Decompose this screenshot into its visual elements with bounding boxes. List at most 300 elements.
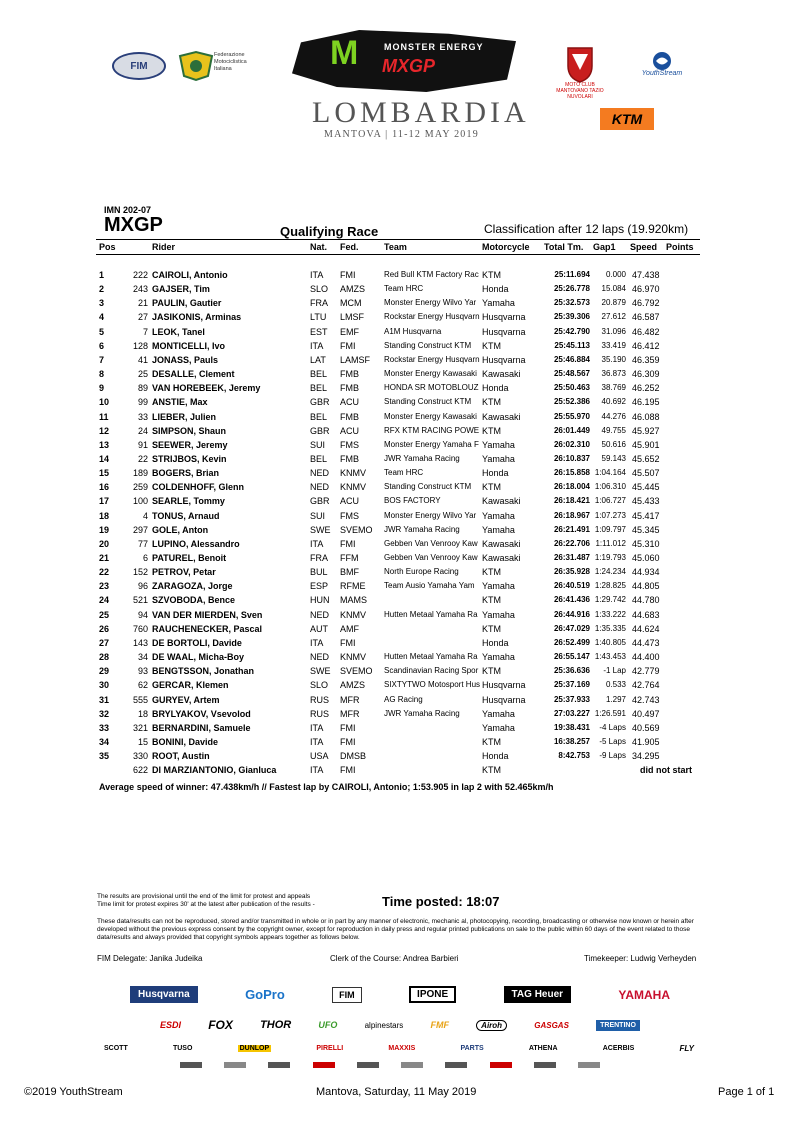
nat-cell: ITA [310, 637, 324, 648]
speed-cell: 45.652 [632, 453, 660, 464]
motorcycle-cell: KTM [482, 623, 501, 634]
time-posted: Time posted: 18:07 [382, 894, 500, 909]
pos-cell: 28 [99, 652, 110, 663]
total-time-cell: 26:18.967 [553, 510, 590, 520]
motorcycle-cell: Kawasaki [482, 496, 521, 507]
motorcycle-cell: KTM [482, 270, 501, 280]
nat-cell: SWE [310, 524, 331, 535]
gap-cell: 1:28.825 [594, 581, 626, 591]
number-cell: 622 [132, 765, 148, 776]
gap-cell: 1:35.335 [594, 623, 626, 633]
nat-cell: GBR [310, 425, 330, 436]
fed-cell: FMB [340, 453, 359, 464]
pos-cell: 11 [99, 411, 109, 422]
fim-logo: FIM [112, 52, 166, 80]
motorcycle-cell: Husqvarna [482, 680, 526, 691]
gap-cell: 36.873 [601, 369, 626, 379]
rider-cell: LIEBER, Julien [152, 411, 217, 422]
class-title: MXGP [104, 214, 163, 236]
nat-cell: LAT [310, 354, 326, 365]
rider-cell: BERNARDINI, Samuele [152, 722, 251, 733]
speed-cell: 45.345 [632, 524, 660, 535]
number-cell: 89 [137, 383, 148, 394]
fed-cell: AMF [340, 623, 359, 634]
motorcycle-cell: Husqvarna [482, 326, 526, 337]
nat-cell: FRA [310, 298, 328, 309]
fim-delegate: FIM Delegate: Janika Judeika [97, 954, 203, 963]
fed-cell: LMSF [340, 312, 365, 323]
rider-cell: VAN DER MIERDEN, Sven [152, 609, 263, 620]
sponsor-airoh: Airoh [476, 1020, 507, 1031]
table-row [0, 624, 800, 638]
speed-cell: 42.779 [632, 666, 660, 677]
fed-cell: SVEMO [340, 666, 373, 677]
motorcycle-cell: KTM [482, 595, 501, 606]
number-cell: 189 [132, 468, 148, 479]
fed-cell: BMF [340, 567, 359, 578]
moto-club-shield-icon [560, 44, 600, 84]
col-motorcycle-header: Motorcycle [482, 242, 530, 252]
sponsor-row-3 [104, 1044, 694, 1053]
gap-cell: 20.879 [601, 298, 626, 308]
nat-cell: FRA [310, 553, 328, 563]
pos-cell: 4 [99, 312, 105, 323]
speed-cell: 46.792 [632, 298, 660, 309]
rider-cell: VAN HOREBEEK, Jeremy [152, 383, 261, 394]
speed-cell: 44.683 [632, 609, 660, 620]
speed-cell: 45.433 [632, 496, 660, 507]
fed-cell: SVEMO [340, 524, 373, 535]
number-cell: 297 [132, 524, 148, 535]
gap-cell: 49.755 [601, 425, 626, 435]
number-cell: 24 [137, 425, 148, 436]
speed-cell: 46.482 [632, 326, 660, 337]
speed-cell: 46.359 [632, 354, 660, 365]
rider-cell: GURYEV, Artem [152, 694, 220, 705]
table-row [0, 652, 800, 666]
rider-cell: TONUS, Arnaud [152, 510, 220, 521]
gap-cell: 1:07.273 [594, 510, 626, 520]
table-row [0, 511, 800, 525]
table-row [0, 355, 800, 369]
nat-cell: BEL [310, 369, 328, 380]
fed-cell: FMS [340, 439, 359, 450]
motorcycle-cell: Kawasaki [482, 411, 521, 422]
rider-cell: DI MARZIANTONIO, Gianluca [152, 765, 277, 776]
sponsor-acerbis: ACERBIS [602, 1045, 635, 1052]
motorcycle-cell: KTM [482, 482, 501, 493]
motorcycle-cell: KTM [482, 567, 501, 578]
header-rule-top [96, 239, 700, 240]
sponsor-fox: FOX [208, 1018, 233, 1032]
table-row [0, 454, 800, 468]
sponsor-row-2 [160, 1018, 640, 1032]
rider-cell: SIMPSON, Shaun [152, 425, 227, 436]
ktm-logo: KTM [600, 108, 654, 130]
speed-cell: 44.400 [632, 652, 660, 663]
total-time-cell: 25:37.933 [553, 694, 590, 704]
team-cell: Hutten Metaal Yamaha Ra [384, 652, 478, 662]
team-cell: Gebben Van Venrooy Kaw [384, 538, 478, 548]
fed-cell: FMI [340, 637, 356, 648]
rider-cell: BENGTSSON, Jonathan [152, 666, 255, 677]
rider-cell: GOLE, Anton [152, 524, 209, 535]
motorcycle-cell: Yamaha [482, 722, 515, 733]
speed-cell: 45.507 [632, 468, 660, 479]
clerk-of-course: Clerk of the Course: Andrea Barbieri [330, 954, 459, 963]
pos-cell: 23 [99, 581, 110, 592]
pos-cell: 7 [99, 354, 105, 365]
team-cell: SIXTYTWO Motosport Hus [384, 680, 480, 690]
moto-club-text: MOTO CLUB MANTOVANO TAZIO NUVOLARI [556, 82, 604, 100]
fmi-text: Federazione Motociclistica Italiana [214, 52, 247, 72]
gap-cell: 27.612 [601, 312, 626, 322]
team-cell: Gebben Van Venrooy Kaw [384, 553, 478, 562]
number-cell: 34 [137, 652, 148, 663]
speed-cell: 47.438 [632, 270, 660, 280]
total-time-cell: 26:18.004 [553, 482, 590, 492]
team-cell: Hutten Metaal Yamaha Ra [384, 609, 478, 619]
number-cell: 100 [132, 496, 148, 507]
pos-cell: 2 [99, 284, 105, 295]
speed-cell: 45.417 [632, 510, 660, 521]
nat-cell: SLO [310, 284, 329, 295]
nat-cell: AUT [310, 623, 328, 634]
total-time-cell: 26:47.029 [553, 623, 590, 633]
table-row [0, 595, 800, 609]
total-time-cell: 25:39.306 [553, 312, 590, 322]
event-name: LOMBARDIA [312, 96, 530, 129]
col-speed-header: Speed [630, 242, 658, 252]
motorcycle-cell: KTM [482, 425, 501, 436]
total-time-cell: 26:10.837 [553, 453, 590, 463]
gap-cell: 1:19.793 [594, 553, 626, 562]
table-row [0, 341, 800, 355]
gap-cell: 1:04.164 [594, 468, 626, 478]
gap-cell: 1:06.310 [594, 482, 626, 492]
speed-cell: 44.805 [632, 581, 660, 592]
table-row [0, 525, 800, 539]
motorcycle-cell: Honda [482, 284, 509, 295]
nat-cell: NED [310, 652, 330, 663]
fed-cell: KNMV [340, 609, 367, 620]
table-row [0, 426, 800, 440]
speed-cell: 41.905 [632, 736, 660, 747]
nat-cell: SUI [310, 510, 326, 521]
col-total-header: Total Tm. [544, 242, 584, 252]
team-cell: Red Bull KTM Factory Rac [384, 270, 479, 279]
total-time-cell: 26:55.147 [553, 652, 590, 662]
pos-cell: 20 [99, 538, 110, 549]
team-cell: Team HRC [384, 468, 424, 478]
total-time-cell: 26:41.436 [553, 595, 590, 605]
speed-cell: 44.780 [632, 595, 660, 606]
table-row [0, 723, 800, 737]
fed-cell: FMI [340, 736, 356, 747]
fed-cell: KNMV [340, 652, 367, 663]
team-cell: Standing Construct KTM [384, 397, 472, 407]
total-time-cell: 25:26.778 [553, 284, 590, 294]
gap-cell: 1:43.453 [594, 652, 626, 662]
motorcycle-cell: Yamaha [482, 298, 515, 309]
pos-cell: 32 [99, 708, 110, 719]
table-row [0, 751, 800, 765]
number-cell: 96 [137, 581, 148, 592]
team-cell: HONDA SR MOTOBLOUZ [384, 383, 479, 393]
motorcycle-cell: Yamaha [482, 652, 515, 663]
speed-cell: 46.309 [632, 369, 660, 380]
speed-cell: 34.295 [632, 751, 660, 762]
table-row [0, 581, 800, 595]
pos-cell: 35 [99, 751, 110, 762]
gap-cell: 50.616 [601, 439, 626, 449]
motorcycle-cell: Honda [482, 383, 509, 394]
motorcycle-cell: Yamaha [482, 581, 515, 592]
speed-cell: 45.060 [632, 553, 660, 563]
sponsor-ufo: UFO [318, 1020, 338, 1030]
speed-cell: 42.764 [632, 680, 660, 691]
pos-cell: 9 [99, 383, 105, 394]
speed-cell: 45.927 [632, 425, 660, 436]
sponsor-alpinestars: alpinestars [364, 1020, 404, 1030]
speed-cell: 42.743 [632, 694, 660, 705]
rider-cell: BRYLYAKOV, Vsevolod [152, 708, 251, 719]
fed-cell: AMZS [340, 680, 366, 691]
nat-cell: RUS [310, 708, 330, 719]
pos-cell: 34 [99, 736, 110, 747]
fed-cell: FMB [340, 369, 359, 380]
total-time-cell: 26:44.916 [553, 609, 590, 619]
pos-cell: 18 [99, 510, 110, 521]
motorcycle-cell: Husqvarna [482, 354, 526, 365]
col-points-header: Points [666, 242, 694, 252]
sponsor-dunlop: DUNLOP [239, 1045, 270, 1052]
gap-cell: 44.276 [601, 411, 626, 421]
speed-cell: 46.252 [632, 383, 660, 394]
table-row [0, 482, 800, 496]
rider-cell: DE BORTOLI, Davide [152, 637, 242, 648]
fed-cell: ACU [340, 496, 360, 507]
number-cell: 93 [137, 666, 148, 677]
number-cell: 321 [132, 722, 148, 733]
table-row [0, 369, 800, 383]
pos-cell: 27 [99, 637, 110, 648]
fed-cell: MCM [340, 298, 362, 309]
gap-cell: 40.692 [601, 397, 626, 407]
nat-cell: HUN [310, 595, 330, 606]
fed-cell: EMF [340, 326, 359, 337]
points-cell: did not start [640, 765, 692, 776]
sponsor-row-1 [130, 986, 670, 1003]
col-pos-header: Pos [99, 242, 116, 252]
motorcycle-cell: Honda [482, 751, 509, 762]
pos-cell: 16 [99, 482, 110, 493]
fed-cell: ACU [340, 425, 360, 436]
motorcycle-cell: Yamaha [482, 510, 515, 521]
number-cell: 94 [137, 609, 148, 620]
team-cell: Monster Energy Yamaha F [384, 439, 479, 449]
table-row [0, 496, 800, 510]
number-cell: 152 [132, 567, 148, 578]
speed-cell: 40.569 [632, 722, 660, 733]
gap-cell: 1:26.591 [594, 708, 626, 718]
speed-cell: 45.901 [632, 439, 660, 450]
copyright-notice: These data/results can not be reproduced, stored and/or transmitted in whole or in part by any manner of electronic, mechanic al, photocopying, recording, broadcasting or otherwise now known or herein after developed without the previous express consent by the copyright owner, except for reproduction in daily press and regular printed publications on sale to the public within 60 days of the event related to those data/results and always provided that copyright symbols appears together as follows below. [97, 918, 694, 941]
speed-cell: 44.473 [632, 637, 660, 648]
speed-cell: 44.934 [632, 567, 660, 578]
nat-cell: NED [310, 609, 330, 620]
motorcycle-cell: Kawasaki [482, 538, 521, 549]
total-time-cell: 8:42.753 [558, 751, 590, 761]
sponsor-gasgas: GASGAS [534, 1020, 569, 1030]
table-row [0, 638, 800, 652]
sponsor-fmf: FMF [430, 1020, 449, 1030]
total-time-cell: 26:02.310 [553, 439, 590, 449]
fed-cell: ACU [340, 397, 360, 408]
speed-cell: 46.412 [632, 340, 660, 351]
number-cell: 18 [137, 708, 148, 719]
motorcycle-cell: KTM [482, 340, 501, 351]
nat-cell: NED [310, 482, 330, 493]
pos-cell: 24 [99, 595, 110, 606]
total-time-cell: 25:50.463 [553, 383, 590, 393]
pos-cell: 26 [99, 623, 110, 634]
sponsor-trentino: TRENTINO [596, 1020, 640, 1031]
classification-info: Classification after 12 laps (19.920km) [484, 222, 689, 236]
pos-cell: 15 [99, 468, 110, 479]
nat-cell: BEL [310, 383, 328, 394]
sponsor-scott: SCOTT [104, 1045, 128, 1052]
mxgp-logo: MXGP [382, 56, 436, 76]
sponsor-thor: THOR [260, 1019, 292, 1031]
total-time-cell: 26:18.421 [553, 496, 590, 506]
table-row [0, 680, 800, 694]
nat-cell: GBR [310, 496, 330, 507]
total-time-cell: 25:55.970 [553, 411, 590, 421]
team-cell: Standing Construct KTM [384, 482, 472, 492]
table-row [0, 610, 800, 624]
team-cell: Team HRC [384, 284, 424, 294]
motorcycle-cell: Yamaha [482, 524, 515, 535]
total-time-cell: 26:40.519 [553, 581, 590, 591]
col-gap-header: Gap1 [593, 242, 616, 252]
nat-cell: NED [310, 468, 330, 479]
sponsor-athena: ATHENA [528, 1045, 558, 1052]
fed-cell: KNMV [340, 468, 367, 479]
number-cell: 760 [132, 623, 148, 634]
number-cell: 222 [132, 270, 148, 280]
pos-cell: 12 [99, 425, 110, 436]
total-time-cell: 25:48.567 [553, 369, 590, 379]
team-cell: JWR Yamaha Racing [384, 708, 460, 718]
gap-cell: -4 Laps [599, 722, 626, 732]
sponsor-parts: PARTS [460, 1045, 484, 1052]
table-row [0, 666, 800, 680]
fed-cell: DMSB [340, 751, 367, 762]
gap-cell: 1:29.742 [594, 595, 626, 605]
number-cell: 33 [137, 411, 148, 422]
fed-cell: FMI [340, 538, 356, 549]
total-time-cell: 25:32.573 [553, 298, 590, 308]
fed-cell: RFME [340, 581, 366, 592]
team-cell: AG Racing [384, 694, 423, 704]
rider-cell: PAULIN, Gautier [152, 298, 222, 309]
fed-cell: FMI [340, 765, 356, 776]
table-row [0, 709, 800, 723]
col-fed-header: Fed. [340, 242, 359, 252]
total-time-cell: 26:21.491 [553, 524, 590, 534]
number-cell: 21 [137, 298, 148, 309]
pos-cell: 6 [99, 340, 105, 351]
fed-cell: MFR [340, 694, 360, 705]
table-row [0, 412, 800, 426]
motorcycle-cell: KTM [482, 736, 501, 747]
nat-cell: SWE [310, 666, 331, 677]
total-time-cell: 26:31.487 [553, 553, 590, 562]
team-cell: Monster Energy Wilvo Yar [384, 298, 477, 308]
fed-cell: FMS [340, 510, 359, 521]
sponsor-tagheuer: TAG Heuer [504, 986, 572, 1003]
team-cell: JWR Yamaha Racing [384, 524, 460, 534]
fed-cell: FMB [340, 383, 359, 394]
team-cell: Monster Energy Kawasaki [384, 369, 477, 379]
number-cell: 77 [137, 538, 148, 549]
team-cell: A1M Husqvarna [384, 326, 442, 336]
rider-cell: DE WAAL, Micha-Boy [152, 652, 245, 663]
number-cell: 22 [137, 453, 148, 464]
footer-page-number: Page 1 of 1 [718, 1086, 775, 1098]
total-time-cell: 16:38.257 [553, 736, 590, 746]
gap-cell: 35.190 [601, 354, 626, 364]
rider-cell: STRIJBOS, Kevin [152, 453, 227, 464]
speed-cell: 45.310 [632, 538, 660, 549]
speed-cell: 46.088 [632, 411, 660, 422]
gap-cell: 1:24.234 [594, 567, 626, 577]
team-cell: Rockstar Energy Husqvarn [384, 354, 480, 364]
pos-cell: 14 [99, 453, 110, 464]
total-time-cell: 26:15.858 [553, 468, 590, 478]
table-row [0, 312, 800, 326]
sponsor-fly: FLY [679, 1044, 694, 1053]
number-cell: 25 [137, 369, 148, 380]
table-row [0, 298, 800, 312]
total-time-cell: 19:38.431 [553, 722, 590, 732]
rider-cell: DESALLE, Clement [152, 369, 235, 380]
gap-cell: 1:40.805 [594, 637, 626, 647]
table-row [0, 553, 800, 567]
gap-cell: 0.000 [605, 270, 626, 279]
nat-cell: RUS [310, 694, 330, 705]
fed-cell: FFM [340, 553, 359, 563]
number-cell: 330 [132, 751, 148, 762]
number-cell: 15 [137, 736, 148, 747]
pos-cell: 33 [99, 722, 110, 733]
total-time-cell: 25:45.113 [554, 340, 590, 350]
team-cell: Monster Energy Kawasaki [384, 411, 477, 421]
motorcycle-cell: Honda [482, 468, 509, 479]
total-time-cell: 25:36.636 [553, 666, 590, 676]
event-place-date: MANTOVA | 11-12 MAY 2019 [324, 129, 479, 140]
gap-cell: 1:06.727 [594, 496, 626, 506]
sponsor-yamaha: YAMAHA [618, 987, 670, 1002]
nat-cell: BUL [310, 567, 328, 578]
nat-cell: BEL [310, 453, 328, 464]
nat-cell: ITA [310, 736, 324, 747]
fed-cell: LAMSF [340, 354, 371, 365]
speed-cell: 40.497 [632, 708, 660, 719]
motorcycle-cell: KTM [482, 397, 501, 408]
fed-cell: MFR [340, 708, 360, 719]
